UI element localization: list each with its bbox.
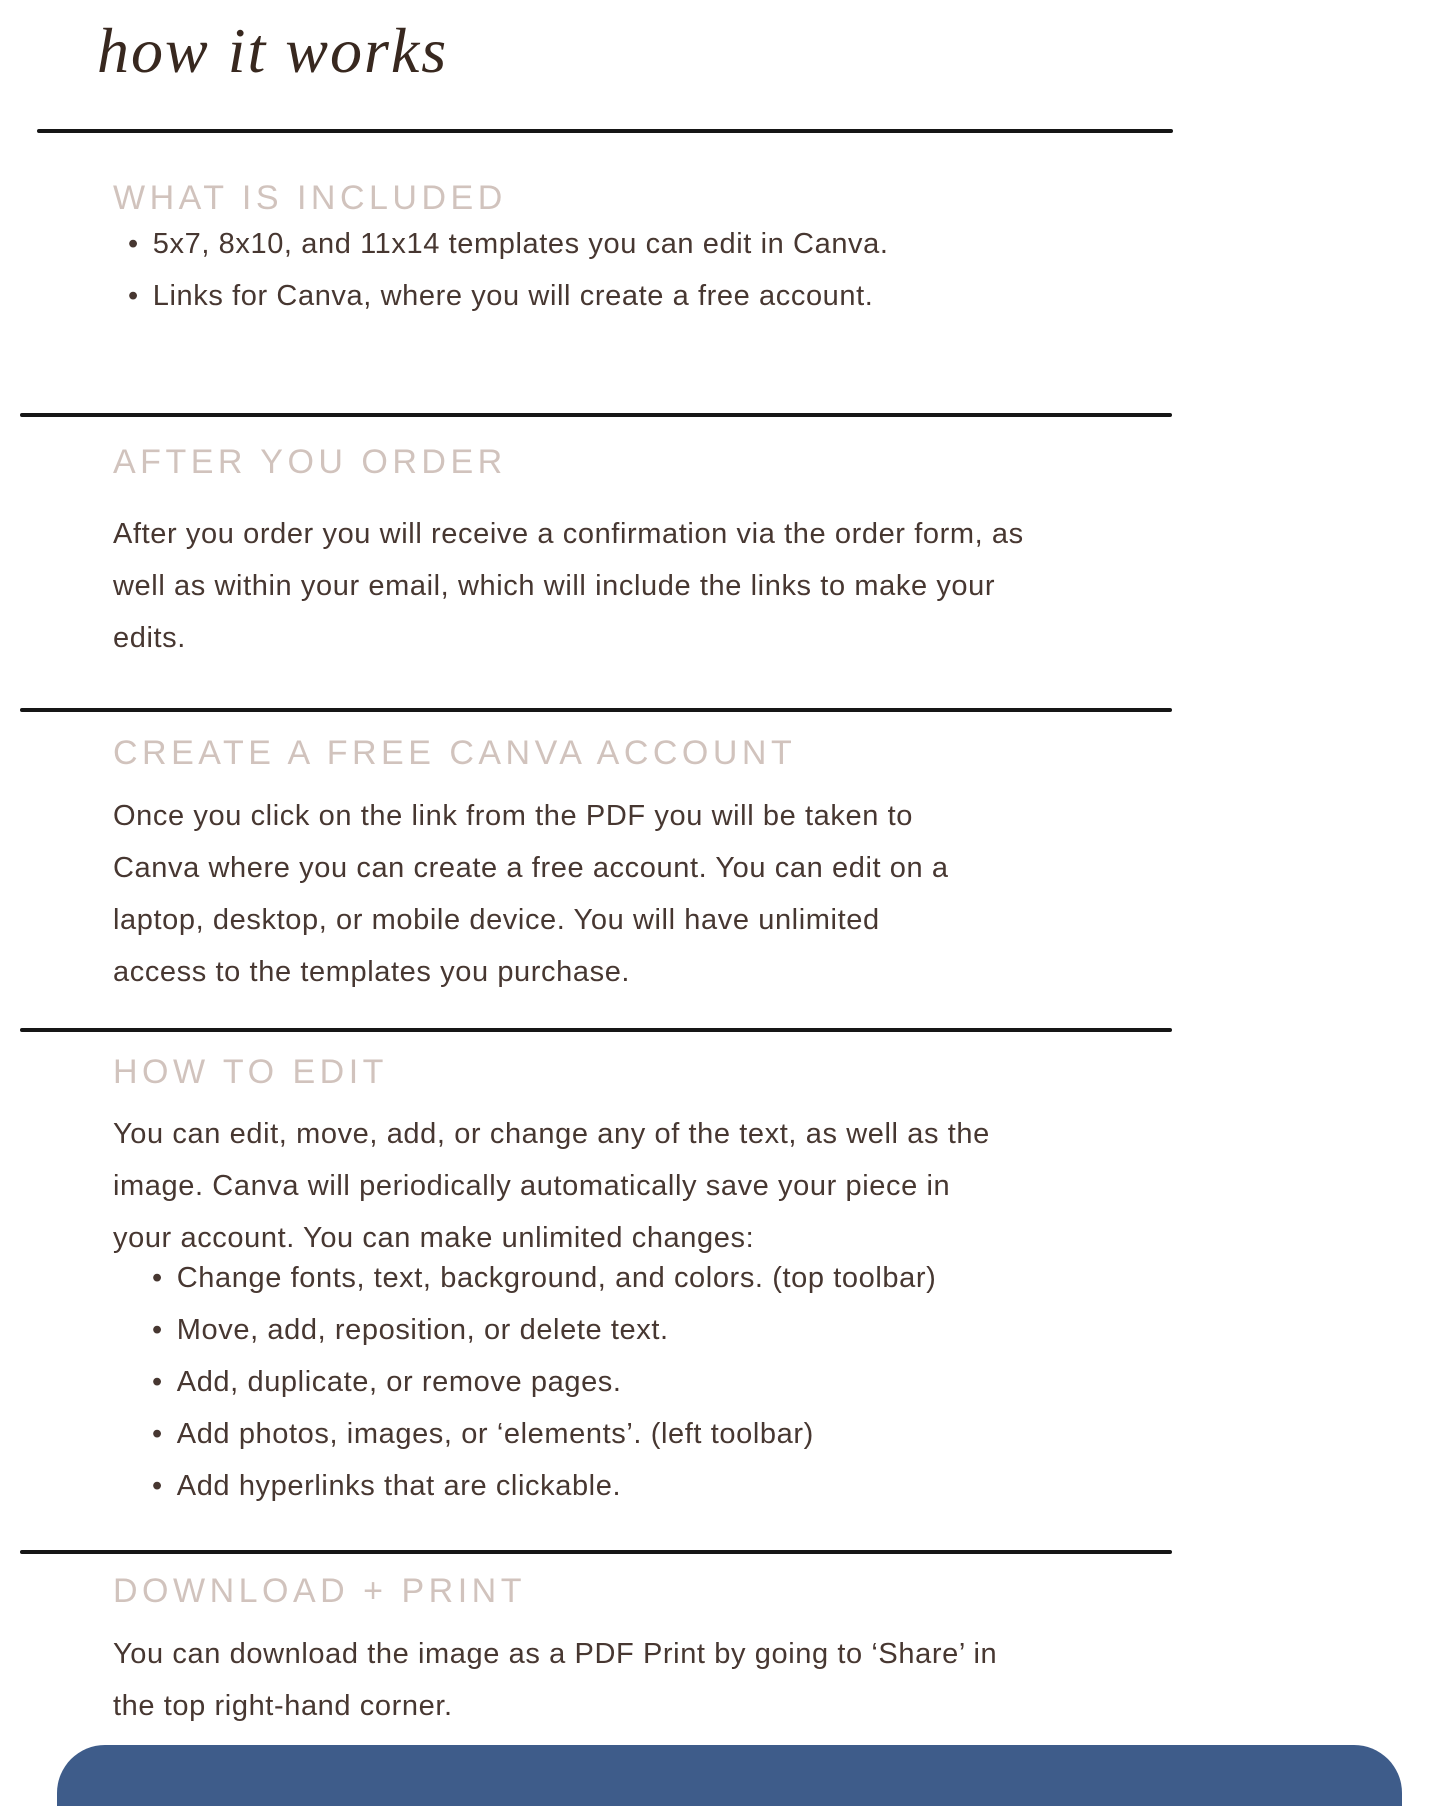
page-title: how it works [97,15,449,86]
bullet-icon: • [152,1366,163,1398]
paragraph-line: edits. [113,622,186,654]
paragraph-line: Once you click on the link from the PDF you will be taken to [113,800,914,832]
paragraph-line: After you order you will receive a confirmation via the order form, as [113,518,1024,550]
list-item [152,1314,936,1366]
bullet-text: 5x7, 8x10, and 11x14 templates you can edit in Canva. [152,228,889,260]
section-heading-download-print: DOWNLOAD + PRINT [113,1572,526,1610]
paragraph-line: your account. You can make unlimited changes: [113,1222,755,1254]
footer-accent-shape [57,1745,1402,1806]
paragraph-download-print [113,1628,997,1732]
paragraph-line: access to the templates you purchase. [113,956,631,988]
list-item [128,280,889,332]
divider [20,413,1172,417]
bullet-icon: • [152,1262,163,1294]
list-item [152,1366,936,1418]
section-heading-after-you-order: AFTER YOU ORDER [113,443,507,481]
paragraph-line: Canva where you can create a free account. You can edit on a [113,852,949,884]
bullet-icon: • [152,1418,163,1450]
divider [20,1028,1172,1032]
paragraph-line: well as within your email, which will include the links to make your [113,570,996,602]
bullet-icon: • [128,280,139,312]
paragraph-line: You can edit, move, add, or change any of the text, as well as the [113,1118,990,1150]
bullet-text: Change fonts, text, background, and colors. (top toolbar) [176,1262,937,1294]
section-heading-create-canva-account: CREATE A FREE CANVA ACCOUNT [113,734,797,772]
bullet-list-how-to-edit [152,1262,936,1522]
bullet-text: Add hyperlinks that are clickable. [176,1470,622,1502]
section-heading-how-to-edit: HOW TO EDIT [113,1053,388,1091]
list-item [152,1470,936,1522]
bullet-text: Links for Canva, where you will create a free account. [152,280,874,312]
bullet-text: Move, add, reposition, or delete text. [176,1314,669,1346]
divider [20,708,1172,712]
paragraph-create-canva-account [113,790,949,998]
list-item [152,1418,936,1470]
paragraph-after-you-order [113,508,1024,664]
paragraph-line: laptop, desktop, or mobile device. You will have unlimited [113,904,880,936]
paragraph-line: You can download the image as a PDF Print by going to ‘Share’ in [113,1638,998,1670]
list-item [128,228,889,280]
bullet-icon: • [152,1470,163,1502]
divider [37,129,1173,133]
bullet-list-included [128,228,889,332]
bullet-text: Add, duplicate, or remove pages. [176,1366,622,1398]
paragraph-how-to-edit [113,1108,990,1264]
divider [20,1550,1172,1554]
list-item [152,1262,936,1314]
section-heading-what-is-included: WHAT IS INCLUDED [113,179,507,217]
bullet-icon: • [128,228,139,260]
bullet-text: Add photos, images, or ‘elements’. (left toolbar) [176,1418,814,1450]
paragraph-line: the top right-hand corner. [113,1690,453,1722]
paragraph-line: image. Canva will periodically automatically save your piece in [113,1170,951,1202]
bullet-icon: • [152,1314,163,1346]
